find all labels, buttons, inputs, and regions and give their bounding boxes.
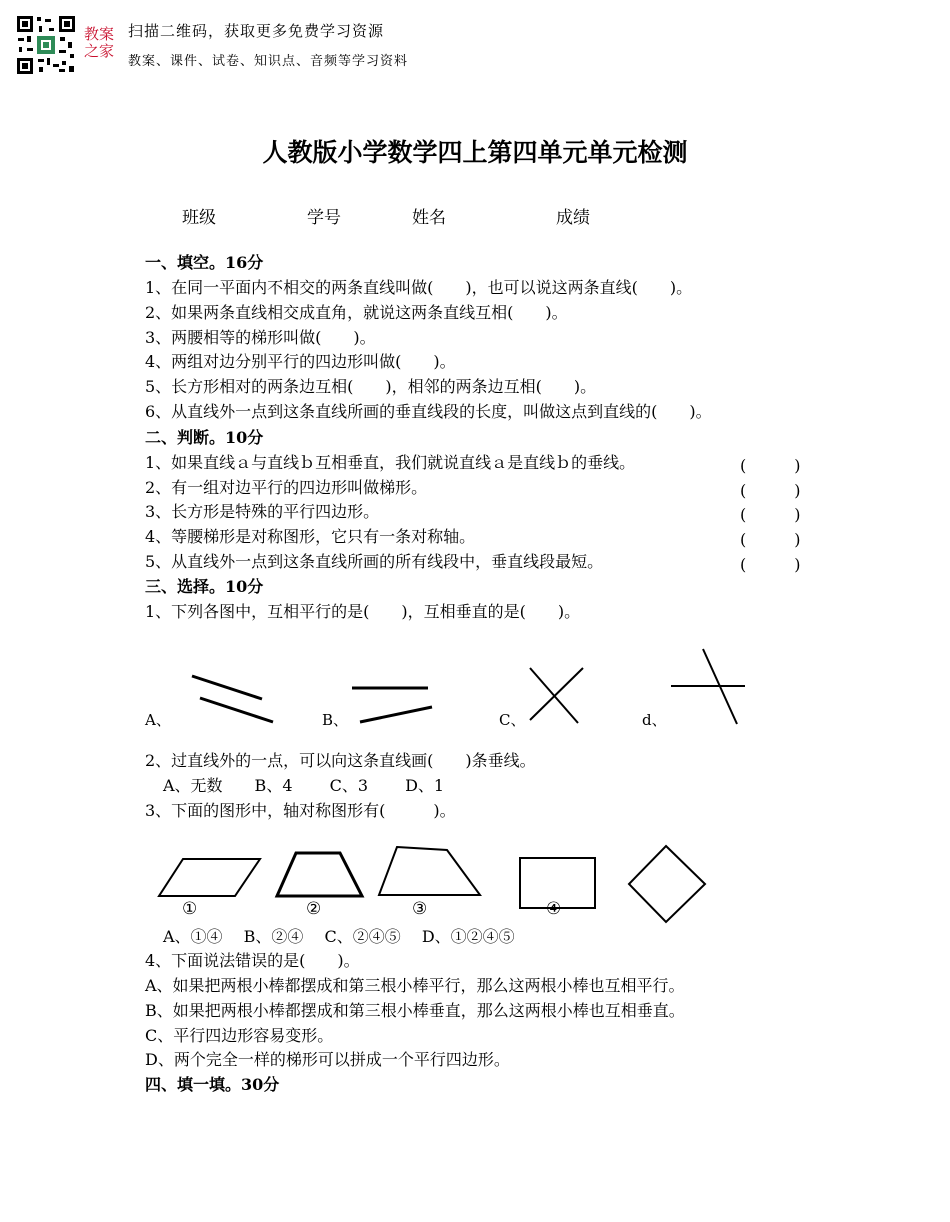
fill-item-4: 4、两组对边分别平行的四边形叫做( )。 <box>145 352 456 371</box>
shape-3-label: ③ <box>412 899 428 919</box>
judge-paren-2: ( ) <box>740 481 801 500</box>
section-1-heading: 一、填空。16分 <box>145 253 264 272</box>
figure-a-parallel-lines <box>185 668 280 728</box>
judge-item-4: 4、等腰梯形是对称图形，它只有一条对称轴。 <box>145 527 476 546</box>
judge-item-1: 1、如果直线ａ与直线ｂ互相垂直，我们就说直线ａ是直线ｂ的垂线。 <box>145 453 636 472</box>
question-4-option-d: D、两个完全一样的梯形可以拼成一个平行四边形。 <box>145 1050 510 1069</box>
choice-question-3: 3、下面的图形中，轴对称图形有( )。 <box>145 801 456 820</box>
header-line-2: 教案、课件、试卷、知识点、音频等学习资料 <box>128 54 409 69</box>
option-d-label: d、 <box>642 711 667 729</box>
shape-2-trapezoid <box>272 850 367 900</box>
judge-item-3: 3、长方形是特殊的平行四边形。 <box>145 502 380 521</box>
section-2-heading: 二、判断。10分 <box>145 428 264 447</box>
choice-question-2: 2、过直线外的一点，可以向这条直线画( )条垂线。 <box>145 751 536 770</box>
option-b-label: B、 <box>322 711 349 729</box>
fill-item-1: 1、在同一平面内不相交的两条直线叫做( )，也可以说这两条直线( )。 <box>145 278 693 297</box>
judge-paren-1: ( ) <box>740 456 801 475</box>
shape-3-trapezoid <box>375 844 485 898</box>
judge-paren-5: ( ) <box>740 555 801 574</box>
fill-item-6: 6、从直线外一点到这条直线所画的垂直线段的长度，叫做这点到直线的( )。 <box>145 402 712 421</box>
fill-item-5: 5、长方形相对的两条边互相( )，相邻的两条边互相( )。 <box>145 377 597 396</box>
class-label: 班级 <box>182 208 216 228</box>
choice-question-1: 1、下列各图中，互相平行的是( )，互相垂直的是( )。 <box>145 602 581 621</box>
judge-paren-4: ( ) <box>740 530 801 549</box>
option-c-label: C、 <box>499 711 526 729</box>
figure-b-lines <box>348 680 433 728</box>
judge-paren-3: ( ) <box>740 505 801 524</box>
logo: 教案之家 <box>84 25 115 60</box>
option-a-label: A、 <box>145 711 171 729</box>
fill-item-3: 3、两腰相等的梯形叫做( )。 <box>145 328 376 347</box>
section-4-heading: 四、填一填。30分 <box>145 1075 280 1094</box>
shape-2-label: ② <box>306 899 322 919</box>
choice-question-4: 4、下面说法错误的是( )。 <box>145 951 360 970</box>
judge-item-5: 5、从直线外一点到这条直线所画的所有线段中，垂直线段最短。 <box>145 552 604 571</box>
score-label: 成绩 <box>556 208 590 228</box>
number-label: 学号 <box>307 208 341 228</box>
shape-5-square <box>625 843 709 925</box>
qr-code-icon <box>15 14 77 76</box>
question-3-options: A、①④ B、②④ C、②④⑤ D、①②④⑤ <box>163 927 515 946</box>
header-line-1: 扫描二维码，获取更多免费学习资源 <box>128 22 385 40</box>
figure-c-crossing-lines <box>525 663 587 725</box>
question-2-options: A、无数 B、4 C、3 D、1 <box>163 776 445 795</box>
judge-item-2: 2、有一组对边平行的四边形叫做梯形。 <box>145 478 428 497</box>
name-label: 姓名 <box>412 208 446 228</box>
page-title: 人教版小学数学四上第四单元单元检测 <box>262 138 688 167</box>
fill-item-2: 2、如果两条直线相交成直角，就说这两条直线互相( )。 <box>145 303 568 322</box>
shape-1-parallelogram <box>155 855 265 900</box>
shape-4-label: ④ <box>546 899 562 919</box>
question-4-option-a: A、如果把两根小棒都摆成和第三根小棒平行，那么这两根小棒也互相平行。 <box>145 976 685 995</box>
shape-1-label: ① <box>182 899 198 919</box>
question-4-option-b: B、如果把两根小棒都摆成和第三根小棒垂直，那么这两根小棒也互相垂直。 <box>145 1001 685 1020</box>
question-4-option-c: C、平行四边形容易变形。 <box>145 1026 334 1045</box>
figure-d-crossing-lines <box>668 646 748 726</box>
section-3-heading: 三、选择。10分 <box>145 577 264 596</box>
